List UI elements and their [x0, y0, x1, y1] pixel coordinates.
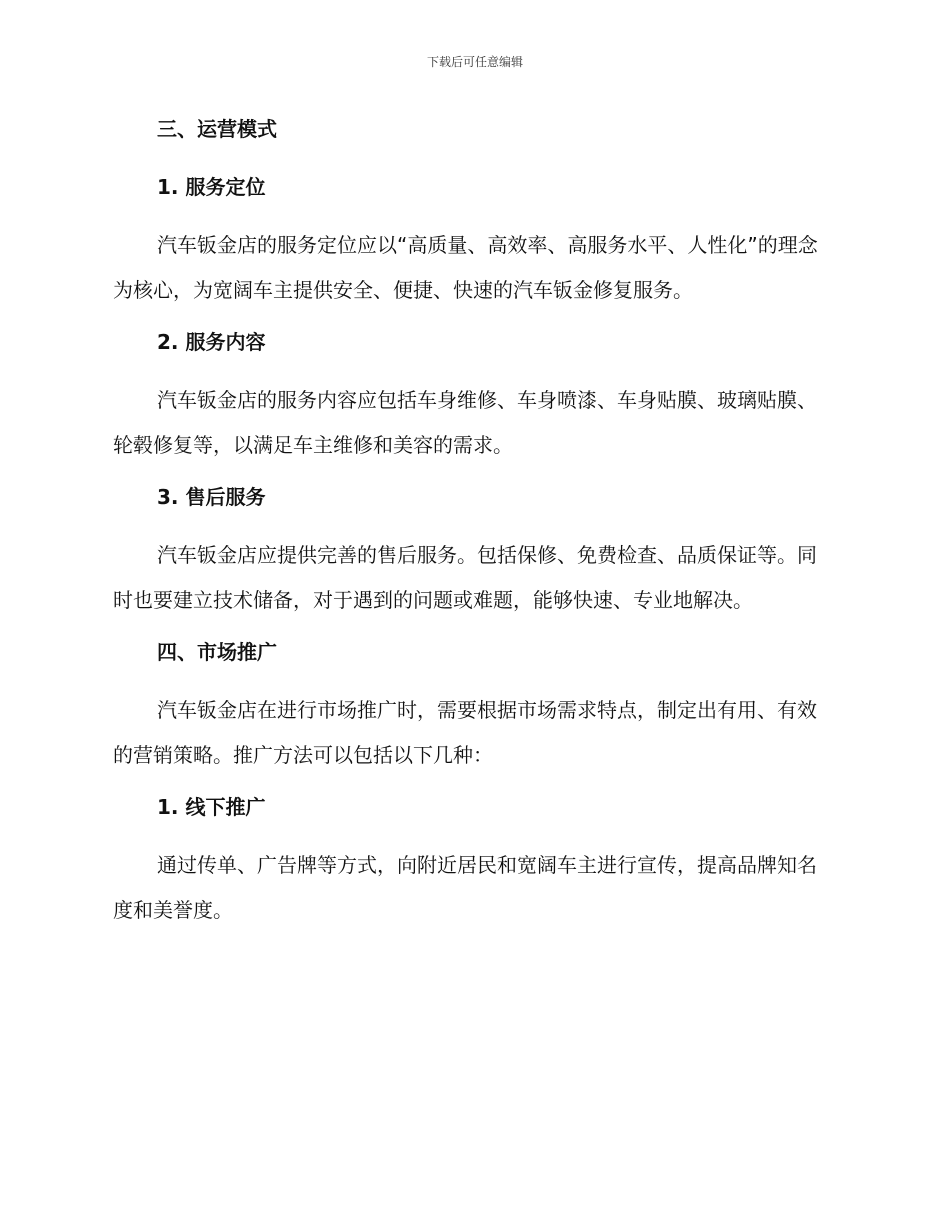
subheading-service-positioning: 1. 服务定位 [157, 175, 266, 199]
paragraph-service-content: 汽车钣金店的服务内容应包括车身维修、车身喷漆、车身贴膜、玻璃贴膜、轮毂修复等，以满足车主维修和美容的需求。 [113, 388, 817, 457]
paragraph-offline-promotion: 通过传单、广告牌等方式，向附近居民和宽阔车主进行宣传，提高品牌知名度和美誉度。 [113, 853, 817, 922]
subheading-offline-promotion: 1. 线下推广 [157, 795, 266, 819]
page-header: 下载后可任意编辑 [426, 55, 523, 69]
paragraph-service-positioning: 汽车钣金店的服务定位应以“高质量、高效率、高服务水平、人性化”的理念为核心，为宽阔车主提供安全、便捷、快速的汽车钣金修复服务。 [113, 233, 818, 302]
document-body [113, 112, 833, 933]
paragraph-marketing: 汽车钣金店在进行市场推广时，需要根据市场需求特点，制定出有用、有效的营销策略。推广方法可以包括以下几种： [113, 698, 817, 767]
section-heading-operation-model: 三、运营模式 [157, 117, 277, 141]
paragraph-after-sales: 汽车钣金店应提供完善的售后服务。包括保修、免费检查、品质保证等。同时也要建立技术储备，对于遇到的问题或难题，能够快速、专业地解决。 [113, 543, 817, 612]
section-heading-marketing: 四、市场推广 [157, 640, 277, 664]
subheading-after-sales: 3. 售后服务 [157, 485, 266, 509]
subheading-service-content: 2. 服务内容 [157, 330, 266, 354]
